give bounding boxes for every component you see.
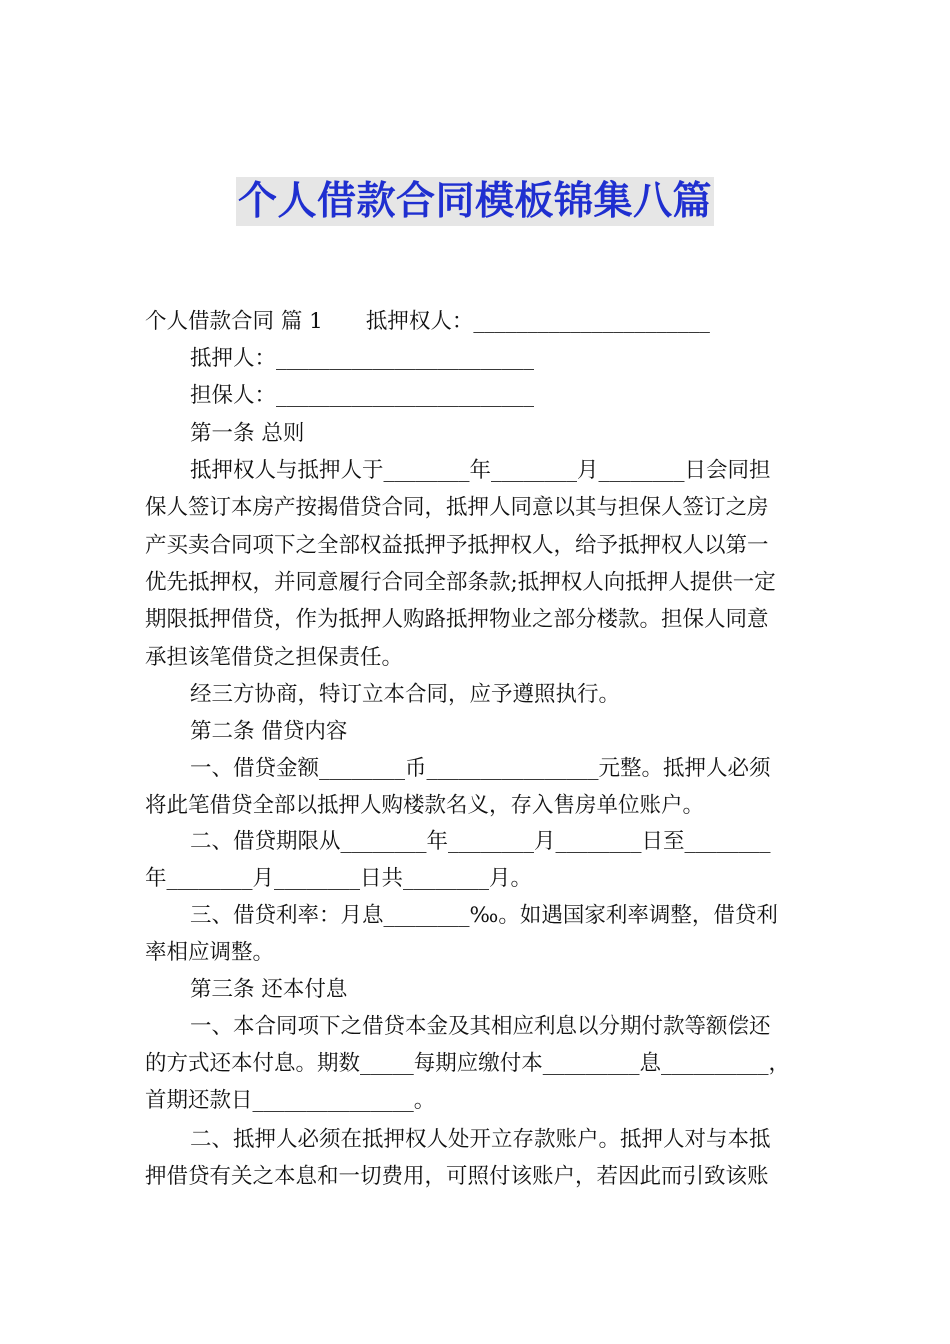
document-title bbox=[0, 170, 950, 226]
paragraph-line: 年________月________日共________月。 bbox=[145, 866, 533, 891]
header-line-mortgagor: 抵押人：________________________ bbox=[190, 346, 535, 371]
paragraph-line: 经三方协商，特订立本合同，应予遵照执行。 bbox=[190, 682, 621, 707]
paragraph-line: 优先抵押权，并同意履行合同全部条款;抵押权人向抵押人提供一定 bbox=[145, 570, 776, 595]
article-3-heading: 第三条 还本付息 bbox=[190, 977, 348, 1002]
paragraph-line: 一、本合同项下之借贷本金及其相应利息以分期付款等额偿还 bbox=[190, 1014, 771, 1039]
article-1-heading: 第一条 总则 bbox=[190, 421, 305, 446]
paragraph-line: 产买卖合同项下之全部权益抵押予抵押权人，给予抵押权人以第一 bbox=[145, 533, 769, 558]
header-line-guarantor: 担保人：________________________ bbox=[190, 383, 535, 408]
paragraph-line: 保人签订本房产按揭借贷合同，抵押人同意以其与担保人签订之房 bbox=[145, 495, 769, 520]
header-line-creditor: 个人借款合同 篇 1 抵押权人：______________________ bbox=[145, 309, 710, 334]
paragraph-line: 二、借贷期限从________年________月________日至________ bbox=[190, 829, 771, 854]
paragraph-line: 期限抵押借贷，作为抵押人购路抵押物业之部分楼款。担保人同意 bbox=[145, 607, 769, 632]
paragraph-line: 二、抵押人必须在抵押权人处开立存款账户。抵押人对与本抵 bbox=[190, 1127, 771, 1152]
article-2-heading: 第二条 借贷内容 bbox=[190, 719, 348, 744]
title-text: 个人借款合同模板锦集八篇 bbox=[237, 179, 712, 224]
paragraph-line: 押借贷有关之本息和一切费用，可照付该账户，若因此而引致该账 bbox=[145, 1164, 769, 1189]
paragraph-line: 的方式还本付息。期数_____每期应缴付本_________息__________， bbox=[145, 1051, 791, 1076]
paragraph-line: 承担该笔借贷之担保责任。 bbox=[145, 645, 404, 670]
paragraph-line: 抵押权人与抵押人于________年________月________日会同担 bbox=[190, 458, 771, 483]
paragraph-line: 率相应调整。 bbox=[145, 940, 275, 965]
paragraph-line: 三、借贷利率：月息________‰。如遇国家利率调整，借贷利 bbox=[190, 903, 778, 928]
paragraph-line: 首期还款日_______________。 bbox=[145, 1088, 436, 1113]
paragraph-line: 将此笔借贷全部以抵押人购楼款名义，存入售房单位账户。 bbox=[145, 793, 705, 818]
paragraph-line: 一、借贷金额________币________________元整。抵押人必须 bbox=[190, 756, 771, 781]
